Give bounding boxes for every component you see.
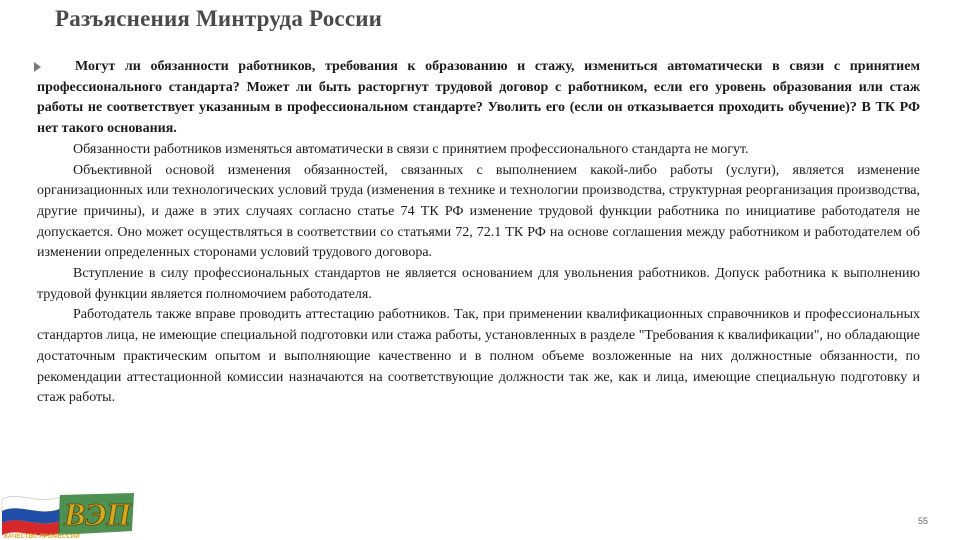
answer-paragraph-3: Вступление в силу профессиональных стандартов не является основанием для увольнения работников. Допуск работника к выполнению трудовой функции является полномочием работодателя. — [37, 266, 920, 302]
logo-letters: ВЭП — [64, 496, 132, 532]
triangle-bullet-icon — [34, 62, 41, 72]
page-number: 55 — [918, 516, 929, 526]
question-paragraph — [37, 57, 920, 140]
organization-logo — [0, 485, 140, 540]
question-text: Могут ли обязанности работников, требования к образованию и стажу, измениться автоматически в связи с принятием профессионального стандарта? Может ли быть расторгнут трудовой договор с работником, если его уровень образования или стаж работы не соответствует указанным в профессиональном стандарте? Уволить его (если он отказывается проходить обучение)? В ТК РФ нет такого основания. — [37, 59, 920, 137]
slide-body — [37, 57, 920, 409]
logo-caption: КАЧЕСТВО ПРОФЕССИИ — [4, 533, 80, 540]
answer-paragraph-4: Работодатель также вправе проводить аттестацию работников. Так, при применении квалификационных справочников и профессиональных стандартов лица, не имеющие специальной подготовки или стажа работы, установленных в разделе "Требования к квалификации", но обладающие достаточным практическим опытом и выполняющие качественно и в полном объеме возложенные на них должностные обязанности, по рекомендации аттестационной комиссии назначаются на соответствующие должности так же, как и лица, имеющие специальную подготовку и стаж работы. — [37, 307, 920, 406]
page-title: Разъяснения Минтруда России — [55, 6, 383, 31]
answer-paragraph-1: Обязанности работников изменяться автоматически в связи с принятием профессионального стандарта не могут. — [73, 141, 749, 157]
answer-paragraph-2: Объективной основой изменения обязанностей, связанных с выполнением какой-либо работы (услуги), является изменение организационных или технологических условий труда (изменения в технике и технологии производства, структурная реорганизация производства, другие причины), и даже в этих случаях согласно статье 74 ТК РФ изменение трудовой функции работника по инициативе работодателя не допускается. Оно может осуществляться в соответствии со статьями 72, 72.1 ТК РФ на основе соглашения между работником и работодателем об изменении определенных сторонами условий трудового договора. — [37, 162, 920, 261]
flag-wave-logo-icon — [2, 496, 60, 535]
